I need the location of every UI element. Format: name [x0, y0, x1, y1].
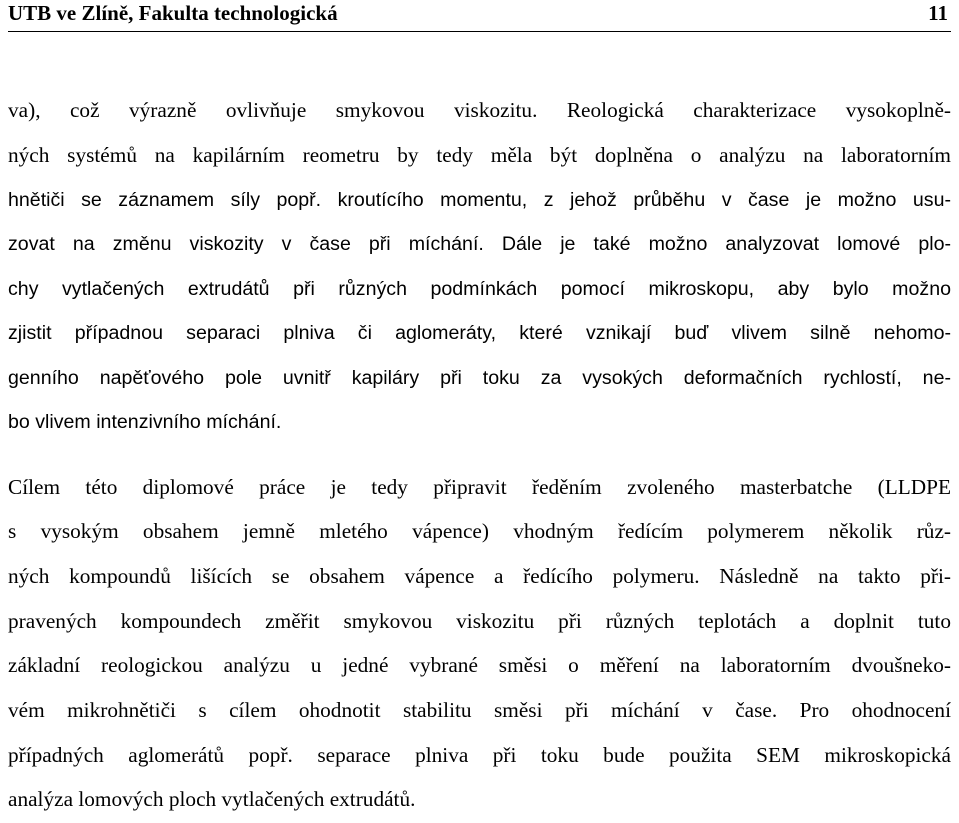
header-rule	[8, 31, 951, 32]
text-line: hnětiči se záznamem síly popř. kroutícího momentu, z jehož průběhu v čase je možno usu-	[8, 189, 951, 211]
page-number: 11	[928, 1, 948, 25]
text-line: analýza lomových ploch vytlačených extrudátů.	[8, 787, 416, 811]
text-line: s vysokým obsahem jemně mletého vápence) vhodným ředícím polymerem několik růz-	[8, 519, 951, 543]
text-line: va), což výrazně ovlivňuje smykovou viskozitu. Reologická charakterizace vysokoplně-	[8, 98, 951, 122]
text-line: ných systémů na kapilárním reometru by tedy měla být doplněna o analýzu na laboratorním	[8, 143, 951, 167]
text-line: případných aglomerátů popř. separace plniva při toku bude použita SEM mikroskopická	[8, 743, 951, 767]
text-line: bo vlivem intenzivního míchání.	[8, 411, 282, 433]
text-line: vém mikrohnětiči s cílem ohodnotit stabilitu směsi při míchání v čase. Pro ohodnocení	[8, 698, 951, 722]
page-header	[8, 0, 951, 34]
text-line: genního napěťového pole uvnitř kapiláry při toku za vysokých deformačních rychlostí, ne-	[8, 367, 951, 389]
text-line: ných kompoundů lišících se obsahem vápence a ředícího polymeru. Následně na takto při-	[8, 564, 951, 588]
text-line: pravených kompoundech změřit smykovou viskozitu při různých teplotách a doplnit tuto	[8, 609, 951, 633]
text-line: chy vytlačených extrudátů při různých podmínkách pomocí mikroskopu, aby bylo možno	[8, 278, 951, 300]
text-line: zjistit případnou separaci plniva či aglomeráty, které vznikají buď vlivem silně nehomo-	[8, 322, 951, 344]
header-title: UTB ve Zlíně, Fakulta technologická	[8, 1, 338, 25]
text-line: zovat na změnu viskozity v čase při míchání. Dále je také možno analyzovat lomové plo-	[8, 233, 951, 255]
text-line: základní reologickou analýzu u jedné vybrané směsi o měření na laboratorním dvoušneko-	[8, 653, 951, 677]
text-line: Cílem této diplomové práce je tedy připravit ředěním zvoleného masterbatche (LLDPE	[8, 475, 951, 499]
